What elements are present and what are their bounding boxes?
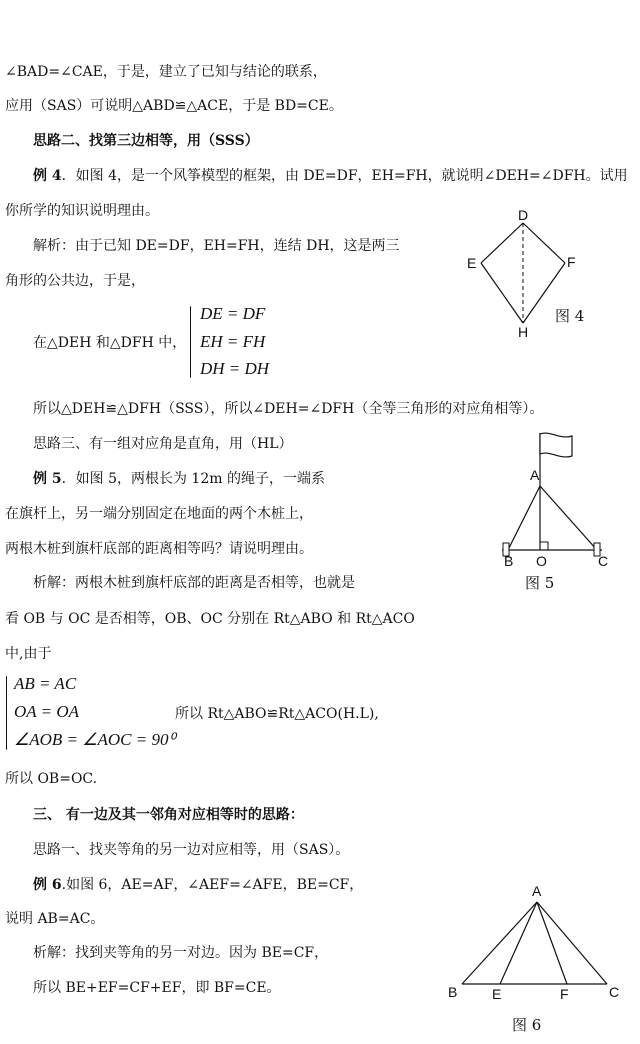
- text-line: 思路三、有一组对应角是直角，用（HL）: [33, 436, 293, 452]
- text-line: 思路一、找夹等角的另一边对应相等，用（SAS）。: [33, 842, 350, 858]
- equation: DE = DF: [200, 304, 266, 323]
- brace: [6, 676, 7, 750]
- text-line: 析解：两根木桩到旗杆底部的距离是否相等，也就是: [33, 575, 355, 591]
- example-label: 例 5: [33, 471, 62, 487]
- equation: DH = DH: [200, 359, 270, 378]
- segment-AB: [462, 902, 537, 984]
- rope-AB: [508, 486, 540, 550]
- figure-caption: 图 4: [555, 307, 585, 325]
- label-E: E: [492, 986, 502, 1000]
- label-O: O: [536, 553, 547, 569]
- text-line: 角形的公共边，于是，: [5, 273, 145, 289]
- text-line: 所以△DEH≌△DFH（SSS），所以∠DEH=∠DFH（全等三角形的对应角相等）。: [33, 401, 544, 417]
- label-C: C: [598, 553, 609, 569]
- label-A: A: [532, 883, 542, 899]
- text-line: 两根木桩到旗杆底部的距离相等吗？请说明理由。: [5, 541, 313, 557]
- equation: ∠AOB = ∠AOC = 90⁰: [14, 730, 176, 749]
- text-line: 你所学的知识说明理由。: [5, 203, 159, 219]
- text-line: 所以 BE+EF=CF+EF，即 BF=CE。: [33, 980, 281, 996]
- text-line: 在△DEH 和△DFH 中，: [33, 335, 187, 351]
- figure-caption: 图 6: [512, 1016, 542, 1034]
- equation: AB = AC: [14, 674, 77, 693]
- rope-AC: [540, 486, 597, 550]
- text-line: 析解：找到夹等角的另一对边。因为 BE=CF，: [33, 945, 329, 961]
- text-line: 中,由于: [5, 646, 52, 662]
- figure-6-triangle: [442, 880, 627, 1000]
- label-F: F: [567, 254, 576, 270]
- label-B: B: [504, 553, 514, 569]
- text-line: 看 OB 与 OC 是否相等，OB、OC 分别在 Rt△ABO 和 Rt△ACO: [5, 611, 415, 627]
- text-line: 所以 Rt△ABO≌Rt△ACO(H.L),: [175, 706, 379, 722]
- example-label: 例 4: [33, 168, 62, 184]
- label-C: C: [609, 984, 620, 1000]
- equation: OA = OA: [14, 702, 79, 721]
- example-line: [33, 470, 325, 488]
- segment-DF: [523, 223, 565, 263]
- figure-5-flagpole: [490, 428, 620, 573]
- label-D: D: [518, 207, 529, 223]
- brace: [190, 306, 191, 378]
- label-H: H: [518, 324, 529, 340]
- section-heading: 思路二、找第三边相等，用（SSS）: [33, 133, 259, 149]
- label-B: B: [448, 984, 458, 1000]
- figure-caption: 图 5: [525, 574, 555, 592]
- segment-EH: [481, 263, 523, 323]
- section-heading: 三、 有一边及其一邻角对应相等时的思路：: [33, 807, 304, 823]
- example-label: 例 6: [33, 877, 62, 893]
- segment-AE: [500, 902, 537, 984]
- segment-AF: [537, 902, 567, 984]
- text-line: ∠BAD=∠CAE，于是，建立了已知与结论的联系，: [5, 64, 327, 80]
- text-line: ．如图 4，是一个风筝模型的框架，由 DE=DF，EH=FH，就说明∠DEH=∠DFH。试用: [61, 168, 628, 184]
- segment-AC: [537, 902, 607, 984]
- text-line: 说明 AB=AC。: [5, 911, 105, 927]
- text-line: .如图 6，AE=AF，∠AEF=∠AFE，BE=CF，: [61, 877, 364, 893]
- flag-icon: [540, 433, 572, 457]
- label-E: E: [467, 255, 477, 271]
- example-line: [33, 167, 628, 185]
- equation: EH = FH: [200, 332, 266, 351]
- text-line: ．如图 5，两根长为 12m 的绳子，一端系: [61, 471, 325, 487]
- example-line: [33, 876, 363, 894]
- label-F: F: [560, 986, 569, 1000]
- segment-DE: [481, 223, 523, 263]
- text-line: 在旗杆上，另一端分别固定在地面的两个木桩上，: [5, 506, 313, 522]
- text-line: 所以 OB=OC.: [5, 771, 98, 787]
- label-A: A: [530, 467, 540, 483]
- text-line: 应用（SAS）可说明△ABD≌△ACE，于是 BD=CE。: [5, 98, 343, 114]
- right-angle-mark: [540, 542, 548, 550]
- text-line: 解析：由于已知 DE=DF，EH=FH，连结 DH，这是两三: [33, 238, 400, 254]
